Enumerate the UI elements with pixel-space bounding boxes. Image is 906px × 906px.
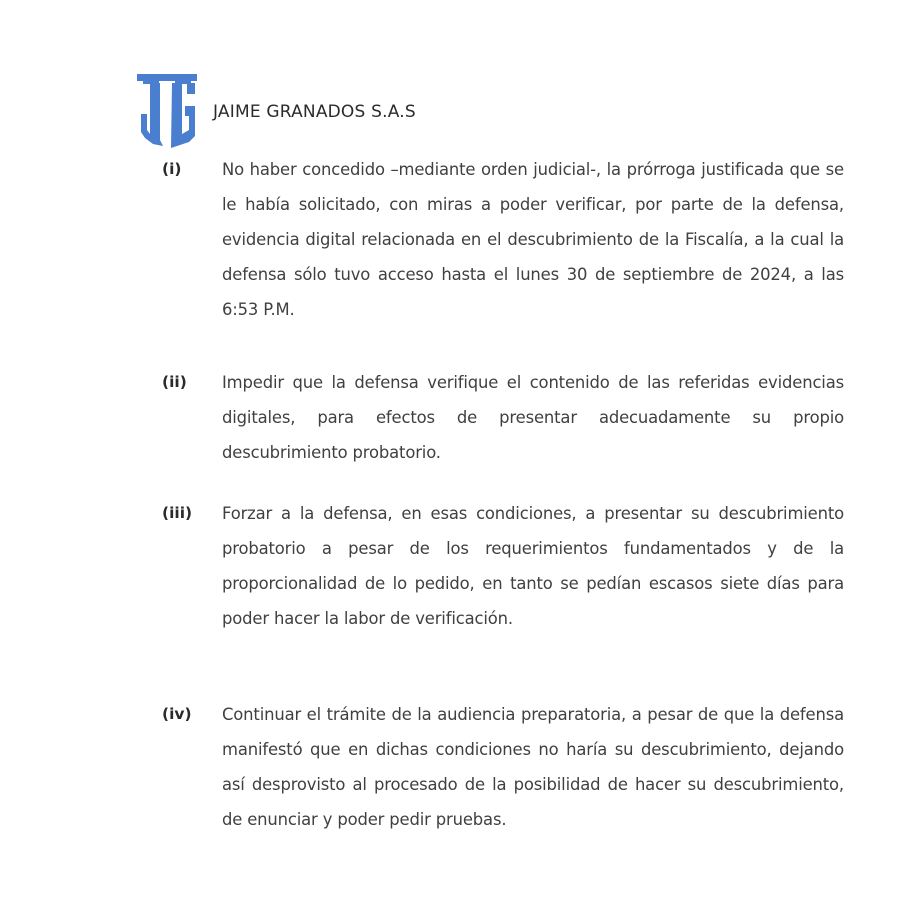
jg-monogram-logo-icon: [135, 70, 199, 150]
list-item-text: No haber concedido –mediante orden judicial-, la prórroga justificada que se le había solicitado, con miras a poder verificar, por parte de la defensa, evidencia digital relacionada en el descubrimiento de la Fiscalía, a la cual la defensa sólo tuvo acceso hasta el lunes 30 de septiembre de 2024, a las 6:53 P.M.: [222, 160, 844, 319]
list-item-label: (i): [162, 160, 182, 178]
list-item-label: (iii): [162, 504, 193, 522]
list-item-iv: [162, 697, 846, 877]
list-item-label: (ii): [162, 373, 187, 391]
list-item-label: (iv): [162, 705, 192, 723]
list-item-i: [162, 152, 846, 332]
list-item-text: Forzar a la defensa, en esas condiciones, a presentar su descubrimiento probatorio a pesar de los requerimientos fundamentados y de la proporcionalidad de lo pedido, en tanto se pedían escasos siete días para poder hacer la labor de verificación.: [222, 504, 844, 628]
letterhead: [135, 70, 416, 150]
list-item-text: Impedir que la defensa verifique el contenido de las referidas evidencias digitales, para efectos de presentar adecuadamente su propio descubrimiento probatorio.: [222, 373, 844, 462]
company-name: JAIME GRANADOS S.A.S: [213, 102, 416, 122]
list-item-iii: [162, 496, 846, 676]
list-item-ii: [162, 365, 846, 475]
list-item-text: Continuar el trámite de la audiencia preparatoria, a pesar de que la defensa manifestó que en dichas condiciones no haría su descubrimiento, dejando así desprovisto al procesado de la posibilidad de hacer su descubrimiento, de enunciar y poder pedir pruebas.: [222, 705, 844, 829]
